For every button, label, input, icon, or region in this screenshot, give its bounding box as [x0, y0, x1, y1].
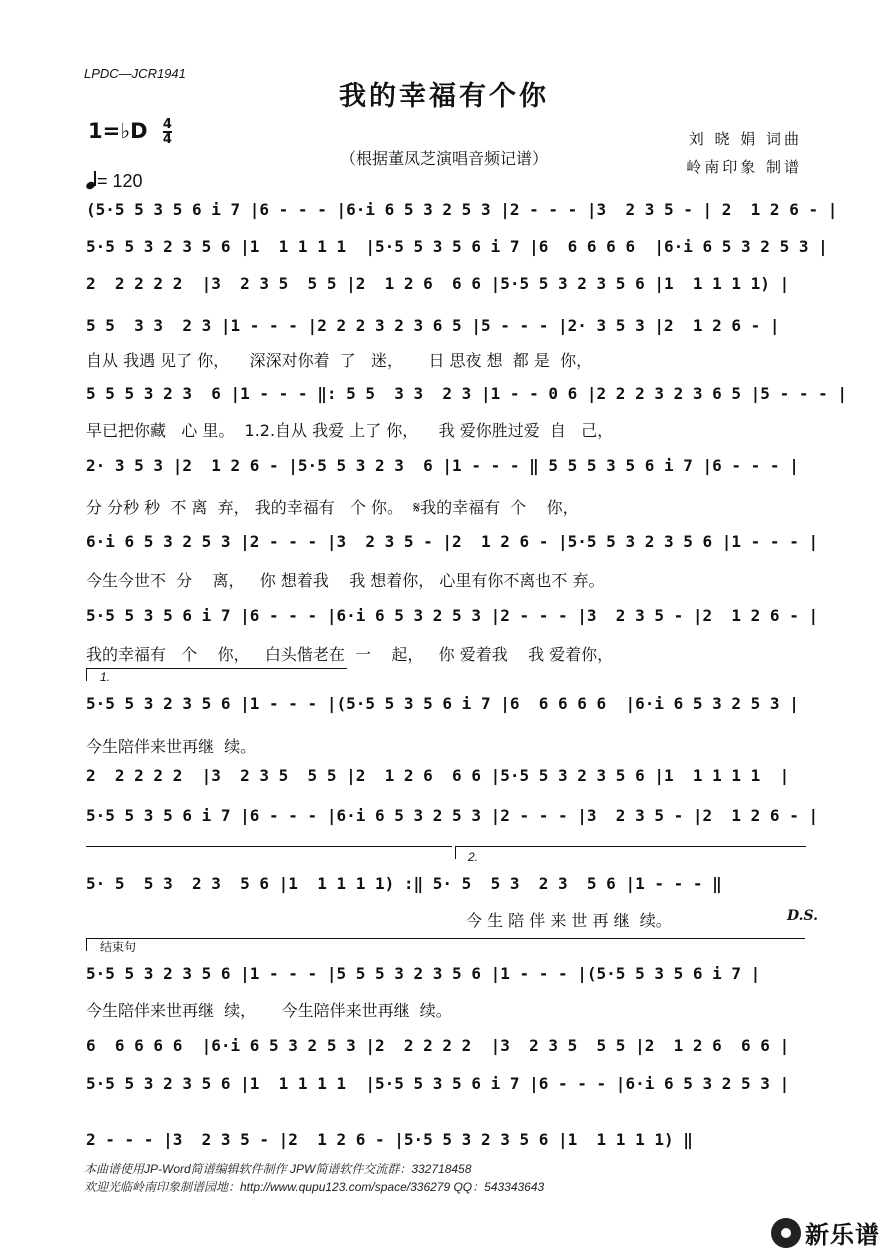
time-top: 4 [162, 117, 172, 132]
notation-row: 5·5 5 3 2 3 5 6 |1 - - - |5 5 5 3 2 3 5 6 |1 - - - |(5·5 5 3 5 6 i 7 | [86, 964, 761, 983]
tempo-value: = 120 [97, 171, 143, 191]
site-logo [771, 1215, 880, 1250]
score-code: LPDC—JCR1941 [84, 66, 186, 81]
footer-software: 本曲谱使用JP-Word简谱编辑软件制作 JPW简谱软件交流群：332718458 [84, 1162, 472, 1176]
volta-2-bracket [455, 846, 806, 859]
lyric-line: 今生陪伴来世再继 续。 [86, 737, 257, 756]
lyric-line: 今生陪伴来世再继 续， 今生陪伴来世再继 续。 [86, 1001, 452, 1020]
lyric-line: 自从 我遇 见了 你， 深深对你着 了 迷， 日 思夜 想 都 是 你， [86, 351, 593, 370]
logo-text: 新乐谱 [805, 1221, 880, 1249]
notation-row: 5·5 5 3 2 3 5 6 |1 1 1 1 1 |5·5 5 3 5 6 i 7 |6 - - - |6·i 6 5 3 2 5 3 | [86, 1074, 790, 1093]
quarter-note-icon [86, 171, 97, 189]
subtitle: （根据董凤芝演唱音频记谱） [339, 149, 548, 168]
notation-row: 2 2 2 2 2 |3 2 3 5 5 5 |2 1 2 6 6 6 |5·5 5 3 2 3 5 6 |1 1 1 1 1 | [86, 766, 790, 785]
notation-row: 5·5 5 3 2 3 5 6 |1 1 1 1 1 |5·5 5 3 5 6 i 7 |6 6 6 6 6 |6·i 6 5 3 2 5 3 | [86, 237, 828, 256]
volta-line [86, 846, 452, 847]
song-title: 我的幸福有个你 [339, 81, 549, 112]
record-disc-icon [771, 1218, 801, 1248]
lyric-line: 我的幸福有 个 你， 白头偕老在 一 起， 你 爱着我 我 爱着你， [86, 645, 614, 664]
ending-label: 结束句 [100, 940, 137, 954]
notation-row: 2 - - - |3 2 3 5 - |2 1 2 6 - |5·5 5 3 2 3 5 6 |1 1 1 1 1) ‖ [86, 1130, 693, 1149]
volta-1-label: 1. [100, 670, 111, 684]
notation-row: 5·5 5 3 5 6 i 7 |6 - - - |6·i 6 5 3 2 5 3 |2 - - - |3 2 3 5 - |2 1 2 6 - | [86, 606, 819, 625]
notation-row: 5 5 3 3 2 3 |1 - - - |2 2 2 3 2 3 6 5 |5 - - - |2· 3 5 3 |2 1 2 6 - | [86, 316, 780, 335]
volta-2-label: 2. [468, 850, 479, 864]
key-signature [88, 118, 172, 146]
notation-row: 2· 3 5 3 |2 1 2 6 - |5·5 5 3 2 3 6 |1 - - - ‖ 5 5 5 3 5 6 i 7 |6 - - - | [86, 456, 799, 475]
lyric-line: 今 生 陪 伴 来 世 再 继 续。 [466, 911, 672, 930]
credit-lyrics: 刘 晓 娟 词曲 [688, 130, 802, 148]
lyric-line: 分 分秒 秒 不 离 弃， 我的幸福有 个 你。 𝄋我的幸福有 个 你， [86, 498, 579, 517]
notation-row: (5·5 5 3 5 6 i 7 |6 - - - |6·i 6 5 3 2 5 3 |2 - - - |3 2 3 5 - | 2 1 2 6 - | [86, 200, 838, 219]
ds-mark: D.S. [786, 908, 818, 924]
time-signature [163, 118, 172, 146]
notation-row: 5· 5 5 3 2 3 5 6 |1 1 1 1 1) :‖ 5· 5 5 3 2 3 5 6 |1 - - - ‖ [86, 874, 722, 893]
notation-row: 6·i 6 5 3 2 5 3 |2 - - - |3 2 3 5 - |2 1 2 6 - |5·5 5 3 2 3 5 6 |1 - - - | [86, 532, 819, 551]
key-label: 1=♭D [88, 119, 148, 143]
notation-row: 2 2 2 2 2 |3 2 3 5 5 5 |2 1 2 6 6 6 |5·5 5 3 2 3 5 6 |1 1 1 1 1) | [86, 274, 790, 293]
footer-website: 欢迎光临岭南印象制谱园地：http://www.qupu123.com/space/336279 QQ：543343643 [84, 1180, 545, 1194]
ending-bracket [86, 938, 805, 951]
volta-1-bracket [86, 668, 347, 681]
notation-row: 6 6 6 6 6 |6·i 6 5 3 2 5 3 |2 2 2 2 2 |3 2 3 5 5 5 |2 1 2 6 6 6 | [86, 1036, 790, 1055]
time-bottom: 4 [162, 132, 172, 147]
notation-row: 5·5 5 3 5 6 i 7 |6 - - - |6·i 6 5 3 2 5 3 |2 - - - |3 2 3 5 - |2 1 2 6 - | [86, 806, 819, 825]
notation-row: 5·5 5 3 2 3 5 6 |1 - - - |(5·5 5 3 5 6 i 7 |6 6 6 6 6 |6·i 6 5 3 2 5 3 | [86, 694, 799, 713]
lyric-line: 早已把你藏 心 里。 1.2.自从 我爱 上了 你， 我 爱你胜过爱 自 己， [86, 421, 614, 440]
credit-arranger: 岭南印象 制谱 [686, 158, 802, 176]
notation-row: 5 5 5 3 2 3 6 |1 - - - ‖: 5 5 3 3 2 3 |1 - - 0 6 |2 2 2 3 2 3 6 5 |5 - - - | [86, 384, 847, 403]
tempo-mark [86, 171, 143, 192]
lyric-line: 今生今世不 分 离， 你 想着我 我 想着你， 心里有你不离也不 弃。 [86, 571, 605, 590]
